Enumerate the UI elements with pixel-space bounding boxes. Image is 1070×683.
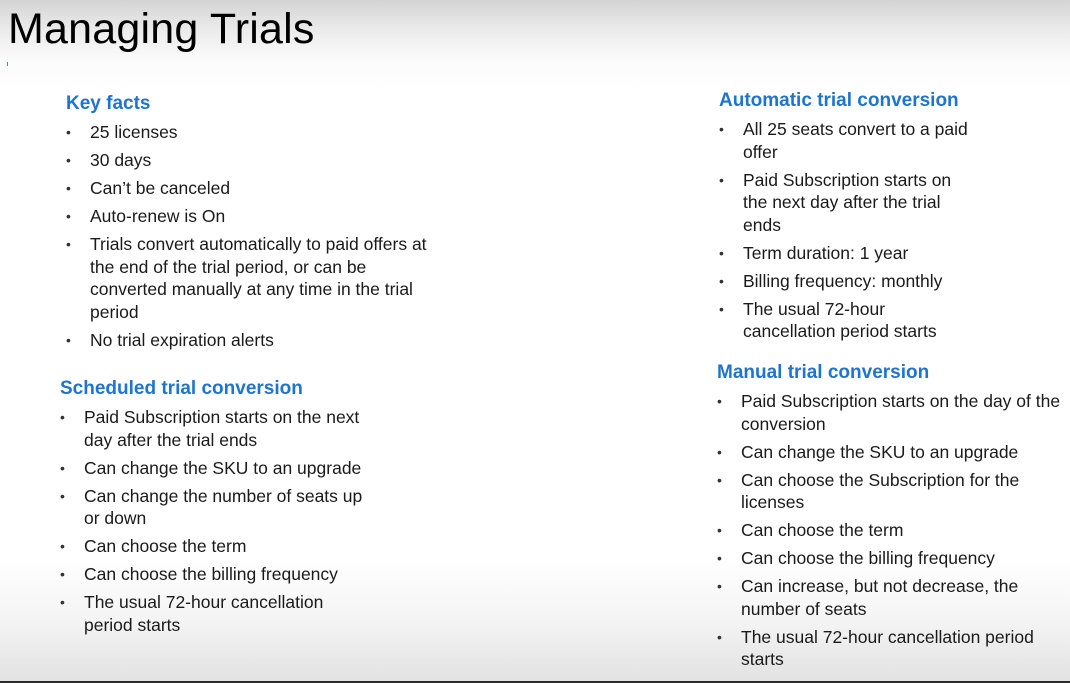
- accent-mark: [7, 62, 8, 66]
- list-item: [66, 233, 446, 323]
- automatic-conversion-heading: Automatic trial conversion: [719, 90, 959, 111]
- slide-title: Managing Trials: [8, 5, 315, 53]
- bullet-icon: •: [66, 208, 71, 224]
- list-item: [66, 149, 446, 172]
- list-item-text: Can choose the term: [741, 520, 904, 540]
- list-item-text: Can change the SKU to an upgrade: [741, 441, 1019, 462]
- list-item: [717, 547, 1062, 570]
- bullet-icon: •: [60, 409, 65, 425]
- list-item-text: Can choose the Subscription for the licenses: [741, 469, 1020, 512]
- automatic-conversion-list: [719, 118, 979, 343]
- bullet-icon: •: [719, 171, 724, 188]
- bullet-icon: •: [719, 300, 724, 317]
- bullet-icon: •: [719, 244, 724, 261]
- list-item: [66, 329, 446, 352]
- list-item-text: Can choose the term: [84, 536, 247, 556]
- bullet-icon: •: [66, 236, 71, 252]
- list-item-text: The usual 72-hour cancellation period starts: [743, 298, 937, 341]
- list-item-text: Can change the SKU to an upgrade: [84, 457, 362, 478]
- bullet-icon: •: [719, 121, 724, 137]
- list-item: [717, 626, 1062, 671]
- list-item-text: No trial expiration alerts: [90, 329, 274, 350]
- bullet-icon: •: [60, 538, 65, 554]
- list-item: [66, 177, 446, 200]
- list-item-text: Can change the number of seats up or down: [84, 485, 363, 528]
- list-item-text: Paid Subscription starts on the next day after the trial ends: [743, 169, 952, 235]
- list-item: [66, 121, 446, 144]
- manual-conversion-heading: Manual trial conversion: [717, 362, 930, 383]
- bullet-icon: •: [717, 393, 722, 409]
- list-item: [717, 519, 1062, 542]
- scheduled-conversion-heading: Scheduled trial conversion: [60, 378, 303, 399]
- list-item: [719, 242, 979, 265]
- bullet-icon: •: [717, 471, 722, 488]
- list-item: [60, 485, 370, 530]
- list-item-text: Can’t be canceled: [90, 178, 231, 198]
- list-item-text: Can choose the billing frequency: [741, 548, 995, 568]
- list-item-text: The usual 72-hour cancellation period starts: [741, 626, 1034, 669]
- list-item-text: Auto-renew is On: [90, 206, 226, 226]
- list-item: [719, 118, 979, 163]
- list-item: [719, 270, 979, 293]
- list-item-text: All 25 seats convert to a paid offer: [743, 119, 968, 162]
- automatic-conversion-section: [719, 90, 979, 348]
- list-item-text: 25 licenses: [90, 122, 178, 142]
- list-item-text: Can choose the billing frequency: [84, 564, 338, 584]
- list-item: [717, 390, 1062, 435]
- bullet-icon: •: [60, 487, 65, 504]
- list-item-text: Billing frequency: monthly: [743, 270, 943, 291]
- key-facts-section: [66, 93, 446, 357]
- bullet-icon: •: [66, 152, 71, 168]
- list-item-text: 30 days: [90, 150, 152, 170]
- list-item-text: Term duration: 1 year: [743, 242, 909, 263]
- list-item: [717, 575, 1062, 620]
- key-facts-heading: Key facts: [66, 93, 151, 114]
- bullet-icon: •: [60, 459, 65, 476]
- bullet-icon: •: [66, 180, 71, 196]
- bullet-icon: •: [66, 124, 71, 140]
- list-item: [60, 563, 370, 586]
- scheduled-conversion-section: [60, 378, 370, 642]
- bullet-icon: •: [717, 550, 722, 566]
- list-item: [66, 205, 446, 228]
- bullet-icon: •: [717, 628, 722, 645]
- manual-conversion-section: [717, 362, 1062, 676]
- key-facts-list: [66, 121, 446, 351]
- bullet-icon: •: [60, 594, 65, 610]
- bullet-icon: •: [717, 522, 722, 538]
- list-item: [60, 591, 370, 636]
- list-item: [717, 469, 1062, 514]
- bullet-icon: •: [717, 578, 722, 594]
- bullet-icon: •: [66, 331, 71, 348]
- scheduled-conversion-list: [60, 406, 370, 636]
- list-item: [60, 535, 370, 558]
- list-item: [719, 169, 979, 237]
- list-item-text: Paid Subscription starts on the day of the conversion: [741, 391, 1061, 434]
- list-item-text: Trials convert automatically to paid offers at the end of the trial period, or can be converted manually at any time in the trial period: [90, 234, 427, 322]
- list-item: [719, 298, 979, 343]
- list-item: [717, 441, 1062, 464]
- manual-conversion-list: [717, 390, 1062, 671]
- bullet-icon: •: [60, 566, 65, 582]
- list-item-text: Can increase, but not decrease, the number of seats: [741, 576, 1019, 619]
- list-item-text: The usual 72-hour cancellation period starts: [84, 592, 324, 635]
- list-item: [60, 457, 370, 480]
- bullet-icon: •: [719, 272, 724, 289]
- bullet-icon: •: [717, 443, 722, 460]
- list-item: [60, 406, 370, 451]
- list-item-text: Paid Subscription starts on the next day after the trial ends: [84, 407, 360, 450]
